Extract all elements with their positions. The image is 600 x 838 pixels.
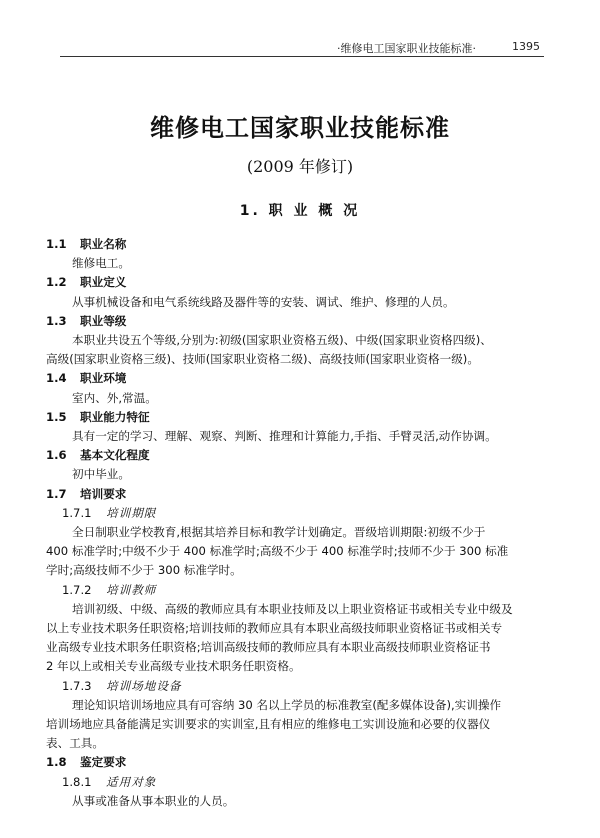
paragraph-1-7-2-line1: 培训初级、中级、高级的教师应具有本职业技师及以上职业资格证书或相关专业中级及 — [72, 601, 513, 616]
heading-1-7-2: 1.7.2 培训教师 — [62, 582, 157, 597]
paragraph-1-7-1-line3: 学时;高级技师不少于 300 标准学时。 — [46, 563, 242, 578]
paragraph-1-3-line2: 高级(国家职业资格三级)、技师(国家职业资格二级)、高级技师(国家职业资格一级)。 — [46, 352, 479, 367]
document-body — [46, 235, 556, 811]
heading-1-2: 1.2 职业定义 — [46, 275, 127, 290]
document-title: 维修电工国家职业技能标准 — [150, 113, 450, 142]
paragraph-1-5: 具有一定的学习、理解、观察、判断、推理和计算能力,手指、手臂灵活,动作协调。 — [72, 429, 497, 444]
paragraph-1-7-3-line1: 理论知识培训场地应具有可容纳 30 名以上学员的标准教室(配多媒体设备),实训操作 — [72, 697, 502, 712]
page-number: 1395 — [512, 40, 540, 53]
heading-1-6: 1.6 基本文化程度 — [46, 448, 150, 463]
paragraph-1-4: 室内、外,常温。 — [72, 390, 157, 405]
paragraph-1-6: 初中毕业。 — [72, 467, 130, 482]
paragraph-1-8-1: 从事或准备从事本职业的人员。 — [72, 793, 235, 808]
section-title: 1. 职 业 概 况 — [239, 203, 361, 219]
paragraph-1-7-3-line2: 培训场地应具备能满足实训要求的实训室,且有相应的维修电工实训设施和必要的仪器仪 — [46, 717, 491, 732]
document-subtitle: (2009 年修订) — [246, 157, 354, 176]
heading-1-1: 1.1 职业名称 — [46, 237, 127, 251]
heading-1-7: 1.7 培训要求 — [46, 486, 127, 501]
paragraph-1-2: 从事机械设备和电气系统线路及器件等的安装、调试、维护、修理的人员。 — [72, 294, 455, 309]
heading-1-5: 1.5 职业能力特征 — [46, 409, 150, 424]
heading-1-8-1: 1.8.1 适用对象 — [62, 774, 157, 789]
heading-1-7-3: 1.7.3 培训场地设备 — [62, 678, 182, 693]
heading-1-7-1: 1.7.1 培训期限 — [62, 505, 157, 520]
paragraph-1-7-2-line2: 以上专业技术职务任职资格;培训技师的教师应具有本职业高级技师职业资格证书或相关专 — [46, 621, 503, 636]
running-header — [60, 38, 544, 57]
paragraph-1-1: 维修电工。 — [72, 256, 130, 271]
paragraph-1-3-line1: 本职业共设五个等级,分别为:初级(国家职业资格五级)、中级(国家职业资格四级)、 — [72, 333, 492, 348]
heading-1-4: 1.4 职业环境 — [46, 371, 127, 386]
heading-1-8: 1.8 鉴定要求 — [46, 755, 127, 770]
paragraph-1-7-1-line1: 全日制职业学校教育,根据其培养目标和教学计划确定。晋级培训期限:初级不少于 — [72, 525, 486, 540]
running-header-title: ·维修电工国家职业技能标准· — [337, 42, 476, 55]
paragraph-1-7-1-line2: 400 标准学时;中级不少于 400 标准学时;高级不少于 400 标准学时;技师不少于 300 标准 — [46, 544, 509, 559]
paragraph-1-7-2-line4: 2 年以上或相关专业高级专业技术职务任职资格。 — [46, 659, 301, 674]
heading-1-3: 1.3 职业等级 — [46, 313, 127, 328]
paragraph-1-7-3-line3: 表、工具。 — [46, 736, 104, 751]
paragraph-1-7-2-line3: 业高级专业技术职务任职资格;培训高级技师的教师应具有本职业高级技师职业资格证书 — [46, 640, 491, 655]
